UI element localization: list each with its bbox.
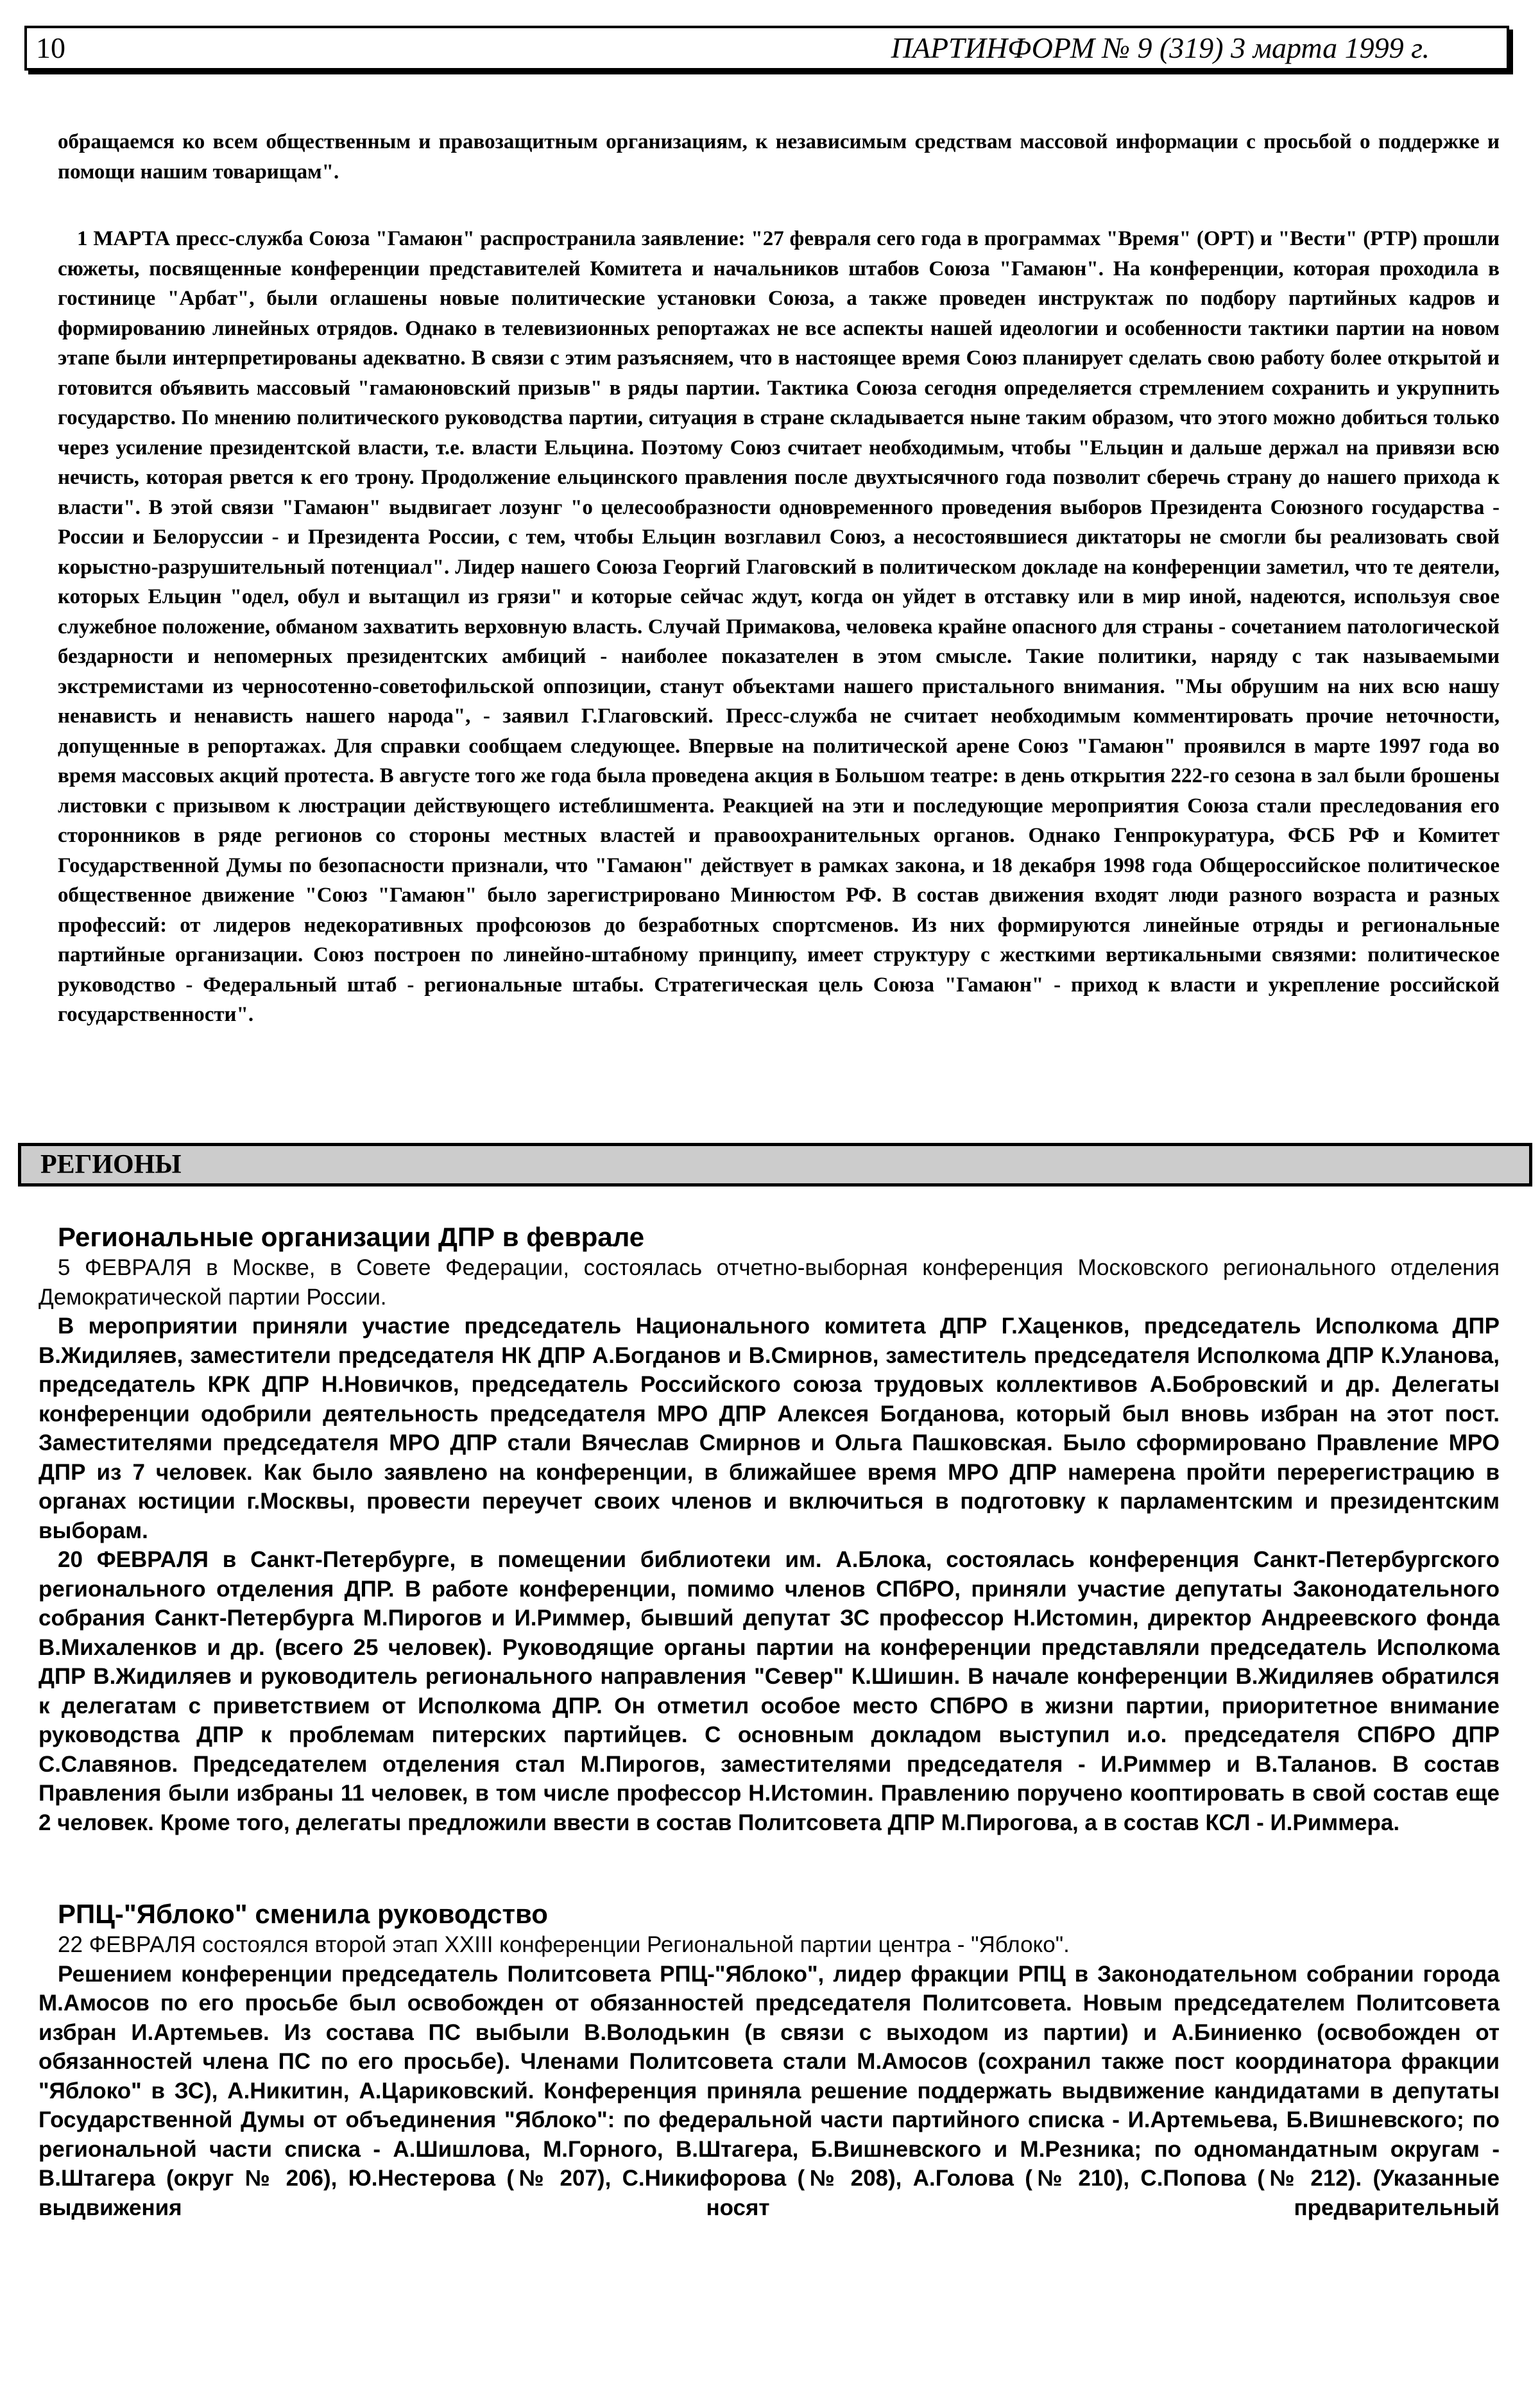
issue-title: ПАРТИНФОРМ № 9 (319) 3 марта 1999 г. bbox=[891, 31, 1430, 64]
article-lead: 22 ФЕВРАЛЯ состоялся второй этап XXIII конференции Региональной партии центра - "Яблоко". bbox=[58, 1932, 1070, 1957]
article-paragraph: Решением конференции председатель Политсовета РПЦ-"Яблоко", лидер фракции РПЦ в Законодательном собрании города М.Амосов по его просьбе был освобожден от обязанностей председателя Политсовета. Новым председателем Политсовета избран И.Артемьев. Из состава ПС выбыли В.Володькин (в связи с выходом из партии) и А.Биниенко (освобожден от обязанностей члена ПС по его просьбе). Членами Политсовета стали М.Амосов (сохранил также пост координатора фракции "Яблоко" в ЗС), А.Никитин, А.Цариковский. Конференция приняла решение поддержать выдвижение кандидатами в депутаты Государственной Думы от объединения "Яблоко": по федеральной части партийного списка - И.Артемьева, Б.Вишневского; по региональной части списка - А.Шишлова, М.Горного, В.Штагера, Б.Вишневского и М.Резника; по одномандатным округам - В.Штагера (округ № 206), Ю.Нестерова (№ 207), С.Никифорова (№ 208), А.Голова (№ 210), С.Попова (№ 212). (Указанные выдвижения носят предварительный bbox=[38, 1961, 1500, 2220]
article-lead: 5 ФЕВРАЛЯ в Москве, в Совете Федерации, состоялась отчетно-выборная конференция Московского регионального отделения Демократической партии России. bbox=[38, 1255, 1500, 1310]
article-paragraph: 20 ФЕВРАЛЯ в Санкт-Петербурге, в помещении библиотеки им. А.Блока, состоялась конференция Санкт-Петербургского регионального отделения ДПР. В работе конференции, помимо членов СПбРО, приняли участие депутаты Законодательного собрания Санкт-Петербурга М.Пирогов и И.Риммер, бывший депутат ЗС профессор Н.Истомин, директор Андреевского фонда В.Михаленков и др. (всего 25 человек). Руководящие органы партии на конференции представляли председатель Исполкома ДПР В.Жидиляев и руководитель регионального направления "Север" К.Шишин. В начале конференции В.Жидиляев обратился к делегатам с приветствием от Исполкома ДПР. Он отметил особое место СПбРО в жизни партии, приоритетное внимание руководства ДПР к проблемам питерских партийцев. С основным докладом выступил и.о. председателя СПбРО ДПР С.Славянов. Председателем отделения стал М.Пирогов, заместителями председателя - И.Риммер и В.Таланов. В состав Правления были избраны 11 человек, в том числе профессор Н.Истомин. Правлению поручено кооптировать в свой состав еще 2 человек. Кроме того, делегаты предложили ввести в состав Политсовета ДПР М.Пирогова, а в состав КСЛ - И.Риммера. bbox=[38, 1547, 1500, 1835]
article-yabloko bbox=[38, 1898, 1500, 2222]
continuation-paragraph: обращаемся ко всем общественным и правозащитным организациям, к независимым средствам массовой информации с просьбой о поддержке и помощи нашим товарищам". bbox=[58, 130, 1500, 184]
page-number: 10 bbox=[36, 31, 65, 64]
intro-section bbox=[58, 127, 1500, 1030]
section-header-regions: РЕГИОНЫ bbox=[18, 1143, 1532, 1187]
article-heading: Региональные организации ДПР в феврале bbox=[58, 1222, 645, 1252]
gamayun-paragraph: 1 МАРТА пресс-служба Союза "Гамаюн" распространила заявление: "27 февраля сего года в программах "Время" (ОРТ) и "Вести" (РТР) прошли сюжеты, посвященные конференции представителей Комитета и начальников штабов Союза "Гамаюн". На конференции, которая проходила в гостинице "Арбат", были оглашены новые политические установки Союза, а также проведен инструктаж по подбору партийных кадров и формированию линейных отрядов. Однако в телевизионных репортажах не все аспекты нашей идеологии и особенности тактики партии на новом этапе были интерпретированы адекватно. В связи с этим разъясняем, что в настоящее время Союз планирует сделать свою работу более открытой и готовится объявить массовый "гамаюновский призыв" в ряды партии. Тактика Союза сегодня определяется стремлением сохранить и укрупнить государство. По мнению политического руководства партии, ситуация в стране складывается ныне таким образом, что этого можно добиться только через усиление президентской власти, т.е. власти Ельцина. Поэтому Союз считает необходимым, чтобы "Ельцин и дальше держал на привязи всю нечисть, которая рвется к его трону. Продолжение ельцинского правления после двухтысячного года позволит сберечь страну до нашего прихода к власти". В этой связи "Гамаюн" выдвигает лозунг "о целесообразности одновременного проведения выборов Президента Союзного государства - России и Белоруссии - и Президента России, с тем, чтобы Ельцин возглавил Союз, а несостоявшиеся диктаторы не смогли бы реализовать свой корыстно-разрушительный потенциал". Лидер нашего Союза Георгий Глаговский в политическом докладе на конференции заметил, что те деятели, которых Ельцин "одел, обул и вытащил из грязи" и которые сейчас ждут, когда он уйдет в отставку или в мир иной, надеются, используя свое служебное положение, обманом захватить верховную власть. Случай Примакова, человека крайне опасного для страны - сочетанием патологической бездарности и непомерных президентских амбиций - наиболее показателен в этом смысле. Такие политики, наряду с так называемыми экстремистами из черносотенно-советофильской оппозиции, станут объектами нашего пристального внимания. "Мы обрушим на них всю нашу ненависть и ненависть нашего народа", - заявил Г.Глаговский. Пресс-служба не считает необходимым комментировать прочие неточности, допущенные в репортажах. Для справки сообщаем следующее. Впервые на политической арене Союз "Гамаюн" проявился в марте 1997 года во время массовых акций протеста. В августе того же года была проведена акция в Большом театре: в день открытия 222-го сезона в зал были брошены листовки с призывом к люстрации действующего истеблишмента. Реакцией на эти и последующие мероприятия Союза стали преследования его сторонников в ряде регионов со стороны местных властей и правоохранительных органов. Однако Генпрокуратура, ФСБ РФ и Комитет Государственной Думы по безопасности признали, что "Гамаюн" действует в рамках закона, и 18 декабря 1998 года Общероссийское политическое общественное движение "Союз "Гамаюн" было зарегистрировано Минюстом РФ. В состав движения входят люди разного возраста и разных профессий: от лидеров недекоративных профсоюзов до безработных спортсменов. Из них формируются линейные отряды и региональные партийные организации. Союз построен по линейно-штабному принципу, имеет структуру с жесткими вертикальными связями: политическое руководство - Федеральный штаб - региональные штабы. Стратегическая цель Союза "Гамаюн" - приход к власти и укрепление российской государственности". bbox=[58, 227, 1500, 1026]
article-heading: РПЦ-"Яблоко" сменила руководство bbox=[58, 1899, 548, 1929]
page-header bbox=[24, 26, 1509, 71]
article-dpr bbox=[38, 1221, 1500, 1837]
article-paragraph: В мероприятии приняли участие председатель Национального комитета ДПР Г.Хаценков, председатель Исполкома ДПР В.Жидиляев, заместители председателя НК ДПР А.Богданов и В.Смирнов, заместитель председателя Исполкома ДПР К.Уланова, председатель КРК ДПР Н.Новичков, председатель Российского союза трудовых коллективов А.Бобровский и др. Делегаты конференции одобрили деятельность председателя МРО ДПР Алексея Богданова, который был вновь избран на этот пост. Заместителями председателя МРО ДПР стали Вячеслав Смирнов и Ольга Пашковская. Было сформировано Правление МРО ДПР из 7 человек. Как было заявлено на конференции, в ближайшее время МРО ДПР намерена пройти перерегистрацию в органах юстиции г.Москвы, провести переучет своих членов и включиться в подготовку к парламентским и президентским выборам. bbox=[38, 1314, 1500, 1543]
